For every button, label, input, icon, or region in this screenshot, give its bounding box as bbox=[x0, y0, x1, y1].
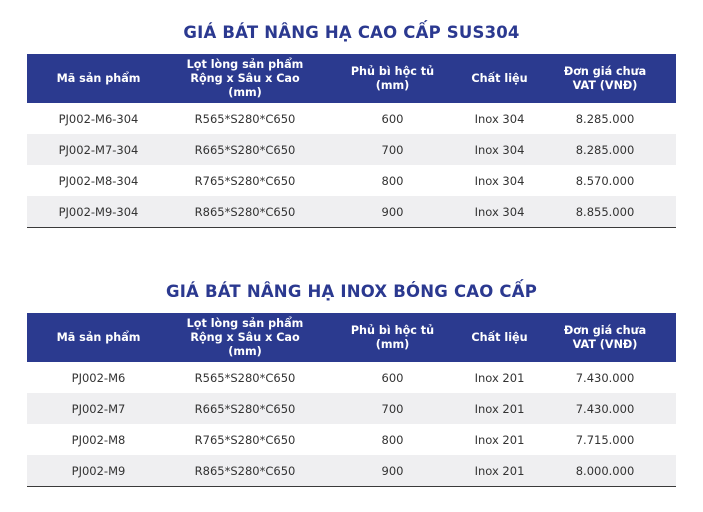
table-row bbox=[27, 393, 676, 424]
cell-cabinet-width: 600 bbox=[381, 370, 404, 385]
cell-cabinet-width: 700 bbox=[320, 393, 465, 424]
cell-price: 7.715.000 bbox=[575, 432, 635, 447]
cell-price: 8.000.000 bbox=[534, 455, 676, 487]
table-row bbox=[27, 134, 676, 165]
header-material: Chất liệu bbox=[465, 313, 534, 362]
cell-material: Inox 201 bbox=[465, 393, 534, 424]
cell-cabinet-width: 900 bbox=[320, 455, 465, 487]
cell-cabinet-width: 900 bbox=[320, 196, 465, 228]
header-cabinet-width: Phủ bì hộc tủ (mm) bbox=[320, 313, 465, 362]
header-unit-price: Đơn giá chưa VAT (VNĐ) bbox=[534, 54, 676, 103]
price-section-sus304 bbox=[27, 18, 676, 228]
header-row bbox=[27, 313, 676, 362]
cell-cabinet-width: 800 bbox=[381, 432, 404, 447]
table-row bbox=[27, 165, 676, 196]
table-row bbox=[27, 196, 676, 228]
cell-material: Inox 304 bbox=[474, 111, 525, 126]
price-table bbox=[27, 313, 676, 487]
cell-material: Inox 201 bbox=[474, 370, 525, 385]
table-row bbox=[27, 455, 676, 487]
header-product-code: Mã sản phẩm bbox=[27, 313, 170, 362]
cell-cabinet-width: 700 bbox=[320, 134, 465, 165]
cell-price: 7.430.000 bbox=[534, 393, 676, 424]
table-row bbox=[27, 103, 676, 134]
table-row bbox=[27, 424, 676, 455]
header-inner-dimensions: Lọt lòng sản phẩm Rộng x Sâu x Cao (mm) bbox=[170, 54, 320, 103]
section-title: GIÁ BÁT NÂNG HẠ CAO CẤP SUS304 bbox=[183, 23, 520, 42]
price-section-inox-bong bbox=[27, 277, 676, 487]
cell-dimensions: R865*S280*C650 bbox=[170, 455, 320, 487]
cell-dimensions: R865*S280*C650 bbox=[170, 196, 320, 228]
cell-product-code: PJ002-M9 bbox=[27, 455, 170, 487]
cell-dimensions: R765*S280*C650 bbox=[194, 173, 296, 188]
cell-material: Inox 201 bbox=[465, 455, 534, 487]
price-table bbox=[27, 54, 676, 228]
cell-dimensions: R665*S280*C650 bbox=[170, 134, 320, 165]
header-row bbox=[27, 54, 676, 103]
cell-price: 8.570.000 bbox=[575, 173, 635, 188]
cell-dimensions: R765*S280*C650 bbox=[194, 432, 296, 447]
header-inner-dimensions: Lọt lòng sản phẩm Rộng x Sâu x Cao (mm) bbox=[170, 313, 320, 362]
header-unit-price: Đơn giá chưa VAT (VNĐ) bbox=[534, 313, 676, 362]
cell-product-code: PJ002-M7-304 bbox=[27, 134, 170, 165]
header-material: Chất liệu bbox=[465, 54, 534, 103]
cell-product-code: PJ002-M8 bbox=[71, 432, 126, 447]
cell-material: Inox 304 bbox=[465, 196, 534, 228]
cell-product-code: PJ002-M9-304 bbox=[27, 196, 170, 228]
cell-cabinet-width: 800 bbox=[381, 173, 404, 188]
table-row bbox=[27, 362, 676, 393]
cell-product-code: PJ002-M7 bbox=[27, 393, 170, 424]
header-product-code: Mã sản phẩm bbox=[27, 54, 170, 103]
header-cabinet-width: Phủ bì hộc tủ (mm) bbox=[320, 54, 465, 103]
cell-material: Inox 304 bbox=[474, 173, 525, 188]
cell-product-code: PJ002-M6-304 bbox=[58, 111, 139, 126]
cell-cabinet-width: 600 bbox=[381, 111, 404, 126]
cell-price: 8.855.000 bbox=[534, 196, 676, 228]
cell-price: 7.430.000 bbox=[575, 370, 635, 385]
cell-material: Inox 304 bbox=[465, 134, 534, 165]
cell-material: Inox 201 bbox=[474, 432, 525, 447]
cell-product-code: PJ002-M8-304 bbox=[58, 173, 139, 188]
cell-dimensions: R565*S280*C650 bbox=[194, 370, 296, 385]
cell-dimensions: R565*S280*C650 bbox=[194, 111, 296, 126]
section-title: GIÁ BÁT NÂNG HẠ INOX BÓNG CAO CẤP bbox=[165, 282, 538, 301]
cell-dimensions: R665*S280*C650 bbox=[170, 393, 320, 424]
cell-product-code: PJ002-M6 bbox=[71, 370, 126, 385]
cell-price: 8.285.000 bbox=[575, 111, 635, 126]
cell-price: 8.285.000 bbox=[534, 134, 676, 165]
